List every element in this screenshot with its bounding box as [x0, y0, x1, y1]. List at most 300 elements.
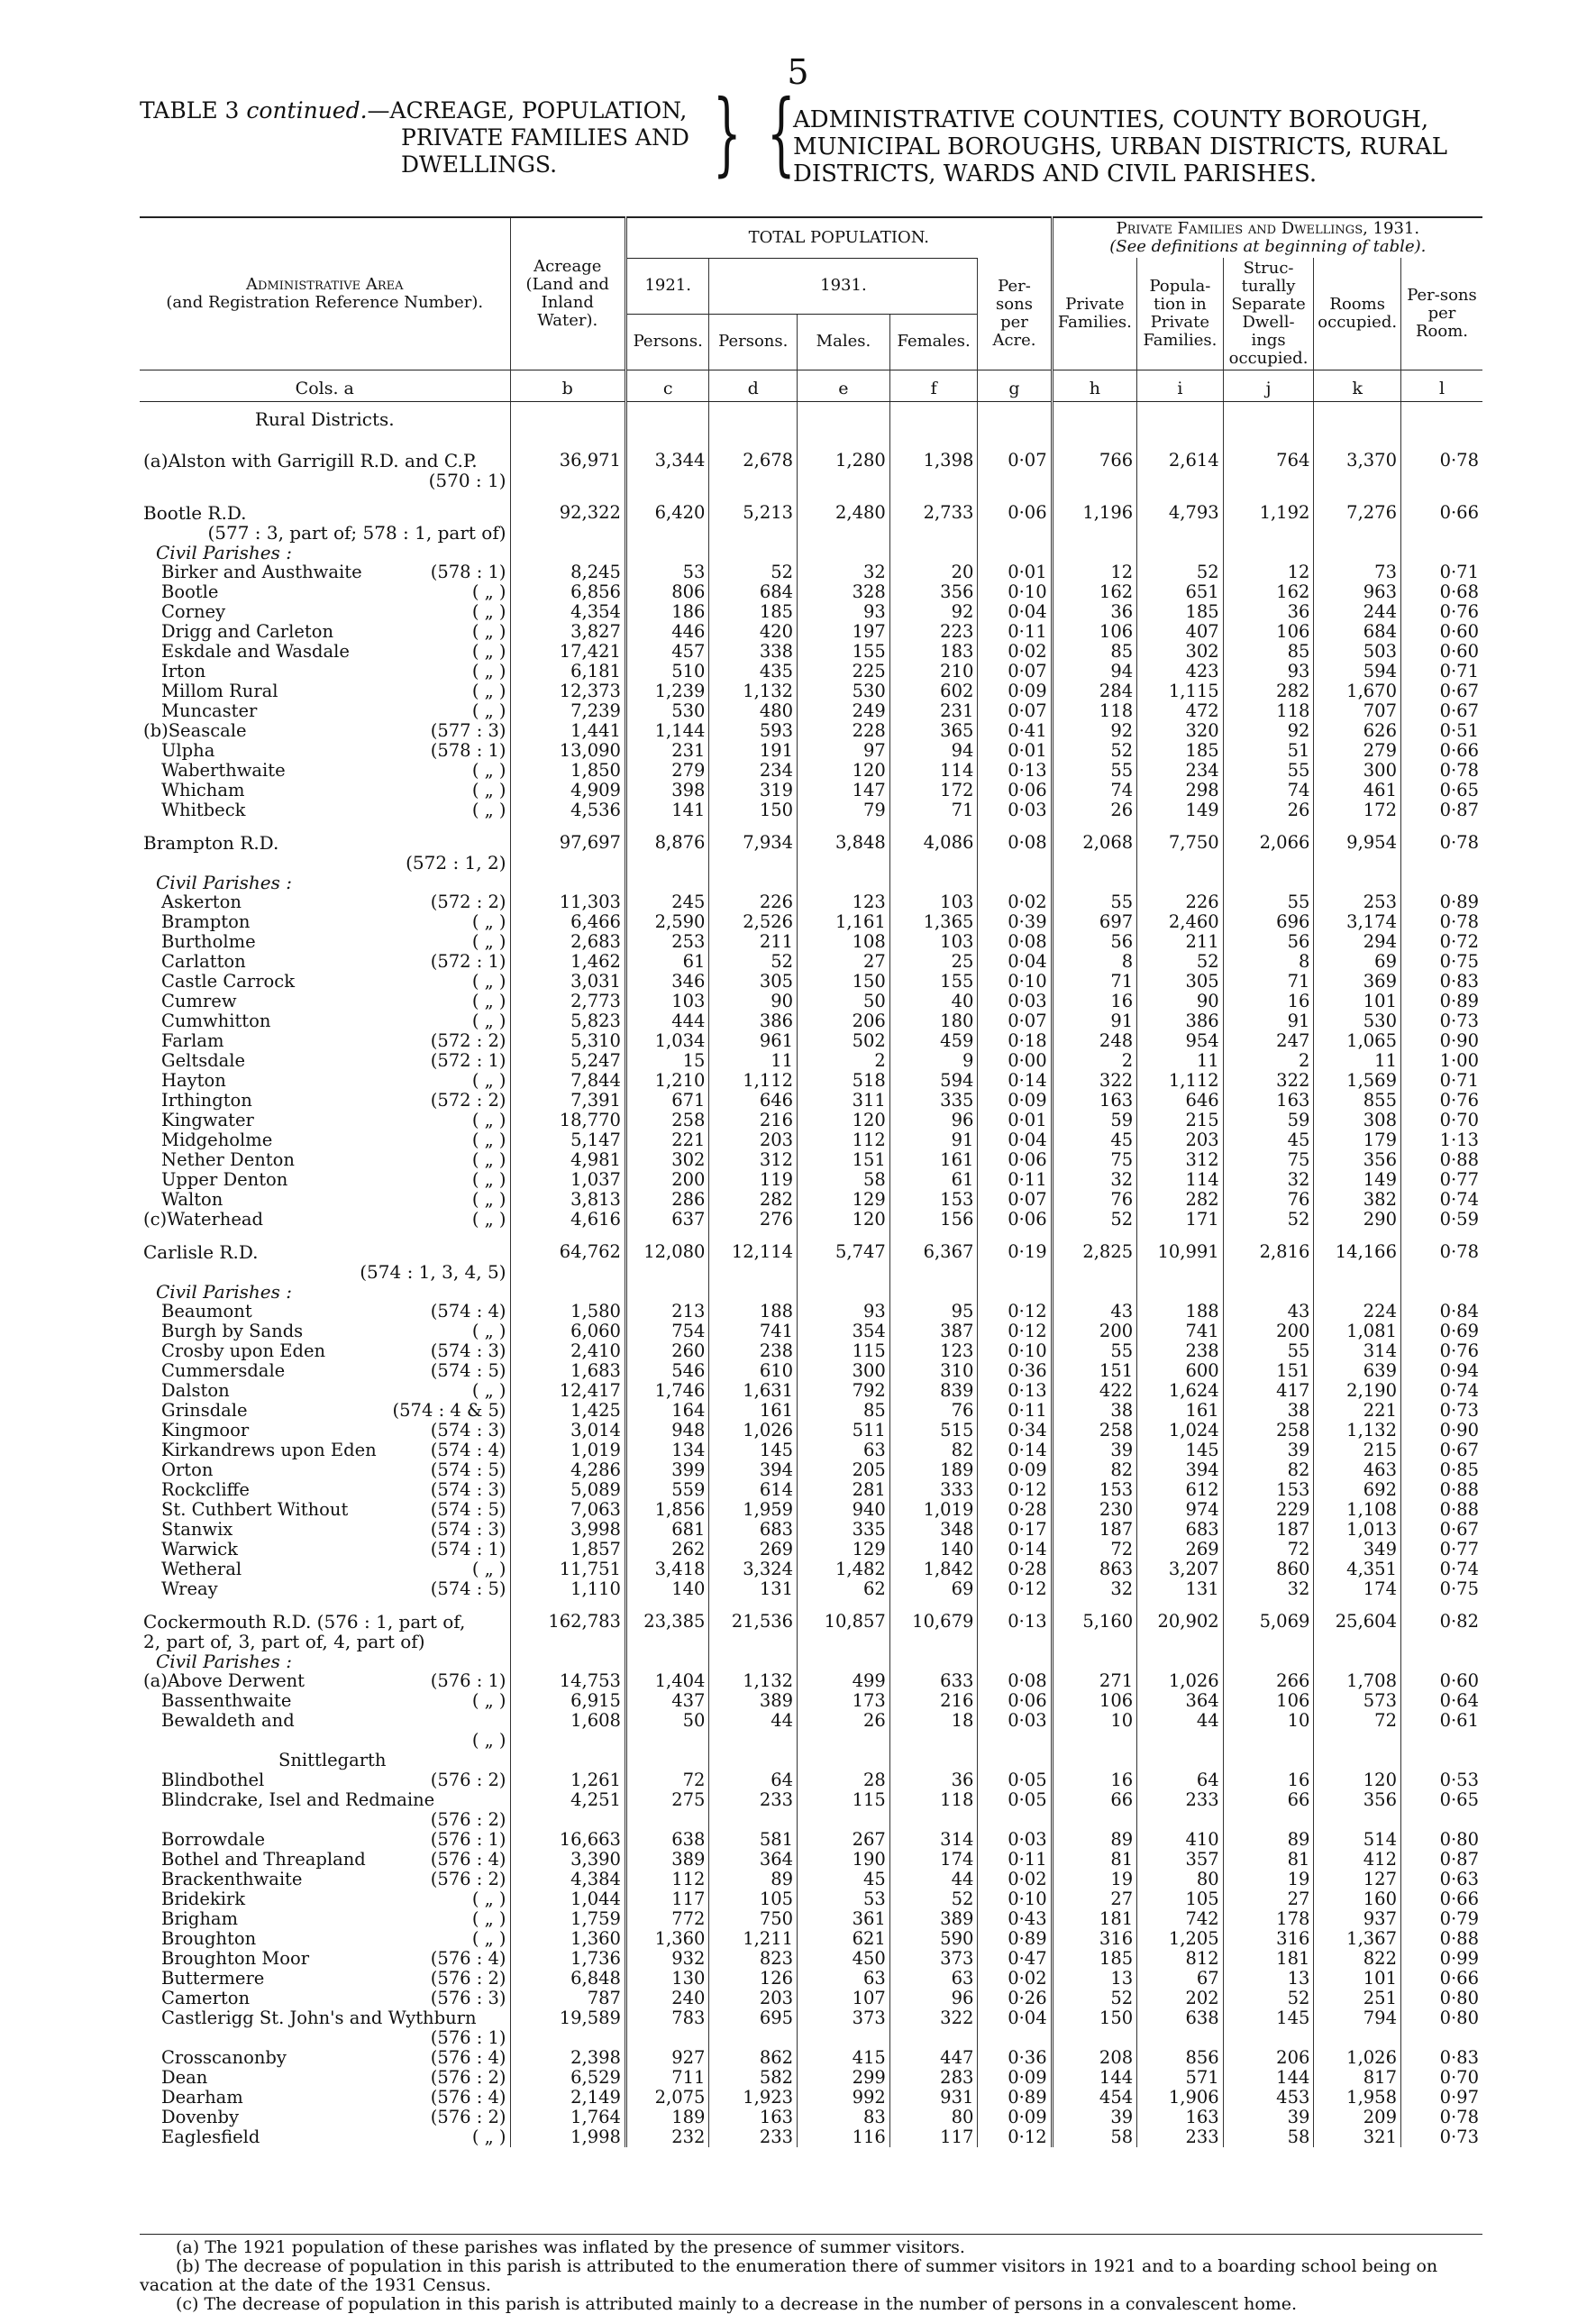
- parish-name: [140, 1441, 510, 1460]
- parish-row: [140, 1770, 1482, 1790]
- value-cell: 0·90: [1400, 1421, 1482, 1441]
- reference-number: ( „ ): [471, 760, 506, 781]
- parish-name: [140, 1322, 510, 1341]
- reference-number: (576 : 4): [430, 1948, 506, 1969]
- value-cell: 82: [1052, 1460, 1137, 1480]
- value-cell: 174: [889, 1850, 978, 1870]
- reference-number: (574 : 5): [430, 1360, 506, 1381]
- value-cell: 0·71: [1400, 562, 1482, 582]
- value-cell: 0·78: [1400, 1230, 1482, 1302]
- value-cell: 302: [625, 1150, 708, 1170]
- parish-name: [140, 2088, 510, 2108]
- value-cell: 120: [1314, 1770, 1401, 1790]
- parish-row: [140, 582, 1482, 602]
- name-line: Kirkandrews upon Eden (574 : 4): [161, 1440, 506, 1460]
- value-cell: 0·76: [1400, 1341, 1482, 1361]
- parish-row: [140, 1170, 1482, 1190]
- value-cell: 3,418: [625, 1559, 708, 1579]
- value-cell: 141: [625, 800, 708, 820]
- value-cell: 4,354: [510, 602, 625, 622]
- value-cell: 1,367: [1314, 1929, 1401, 1949]
- value-cell: 234: [709, 761, 798, 781]
- value-cell: 231: [889, 701, 978, 721]
- value-cell: 354: [798, 1322, 890, 1341]
- name-line: Rockcliffe (574 : 3): [161, 1479, 506, 1500]
- value-cell: 129: [798, 1190, 890, 1210]
- value-cell: 147: [798, 781, 890, 800]
- name-line: Bootle R.D.: [143, 502, 247, 524]
- value-cell: 0·78: [1400, 761, 1482, 781]
- value-cell: 56: [1223, 932, 1314, 952]
- value-cell: 185: [709, 602, 798, 622]
- value-cell: 230: [1052, 1500, 1137, 1520]
- value-cell: 389: [709, 1691, 798, 1711]
- value-cell: 275: [625, 1790, 708, 1830]
- value-cell: 0·02: [978, 642, 1052, 662]
- value-cell: 480: [709, 701, 798, 721]
- parish-row: [140, 721, 1482, 741]
- value-cell: 130: [625, 1969, 708, 1989]
- value-cell: 472: [1137, 701, 1224, 721]
- value-cell: 1,044: [510, 1889, 625, 1909]
- value-cell: 134: [625, 1441, 708, 1460]
- name-line: Dean (576 : 2): [161, 2067, 506, 2088]
- value-cell: 0·60: [1400, 622, 1482, 642]
- value-cell: 415: [798, 2048, 890, 2068]
- parish-row: [140, 1909, 1482, 1929]
- census-table: [140, 216, 1482, 2147]
- value-cell: 52: [709, 952, 798, 972]
- value-cell: 0·12: [978, 1579, 1052, 1599]
- reference-number: (574 : 3): [430, 1340, 506, 1361]
- value-cell: 72: [625, 1770, 708, 1790]
- value-cell: 44: [709, 1711, 798, 1770]
- value-cell: 44: [889, 1870, 978, 1889]
- value-cell: 52: [1052, 741, 1137, 761]
- value-cell: 510: [625, 662, 708, 681]
- value-cell: 0·89: [1400, 992, 1482, 1011]
- value-cell: 499: [798, 1671, 890, 1691]
- parish-row: [140, 761, 1482, 781]
- value-cell: 1,211: [709, 1929, 798, 1949]
- parish-name: [140, 800, 510, 820]
- value-cell: 0·07: [978, 662, 1052, 681]
- brace-right-icon: }: [712, 80, 742, 186]
- title-right-line3: DISTRICTS, WARDS AND CIVIL PARISHES.: [793, 160, 1318, 187]
- value-cell: 0·12: [978, 1480, 1052, 1500]
- value-cell: 74: [1052, 781, 1137, 800]
- value-cell: 294: [1314, 932, 1401, 952]
- value-cell: 0·88: [1400, 1500, 1482, 1520]
- value-cell: 4,616: [510, 1210, 625, 1230]
- value-cell: 0·89: [978, 2088, 1052, 2108]
- name-line: Upper Denton ( „ ): [161, 1169, 506, 1190]
- district-name: [140, 820, 510, 892]
- value-cell: 0·90: [1400, 1031, 1482, 1051]
- value-cell: 90: [709, 992, 798, 1011]
- value-cell: 2,526: [709, 912, 798, 932]
- value-cell: 253: [1314, 892, 1401, 912]
- value-cell: 0·28: [978, 1559, 1052, 1579]
- name-line: Borrowdale (576 : 1): [161, 1829, 506, 1850]
- footnote-c: (c) The decrease of population in this parish is attributed mainly to a decrease in the number of persons in a convalescent home.: [176, 2294, 1298, 2314]
- reference-number: (577 : 3): [430, 720, 506, 741]
- value-cell: 63: [889, 1969, 978, 1989]
- value-cell: 948: [625, 1421, 708, 1441]
- value-cell: 0·26: [978, 1989, 1052, 2008]
- value-cell: 711: [625, 2068, 708, 2088]
- name-line: Orton (574 : 5): [161, 1459, 506, 1480]
- value-cell: 69: [889, 1579, 978, 1599]
- value-cell: 85: [1052, 642, 1137, 662]
- parish-row: [140, 1441, 1482, 1460]
- value-cell: 92: [889, 602, 978, 622]
- value-cell: 3,813: [510, 1190, 625, 1210]
- name-line: Cummersdale (574 : 5): [161, 1360, 506, 1381]
- value-cell: 55: [1052, 892, 1137, 912]
- page-number: 5: [787, 52, 809, 92]
- value-cell: 92: [1052, 721, 1137, 741]
- value-cell: 129: [798, 1540, 890, 1559]
- name-line: Castle Carrock ( „ ): [161, 971, 506, 992]
- value-cell: 697: [1052, 912, 1137, 932]
- value-cell: 1,850: [510, 761, 625, 781]
- value-cell: 226: [709, 892, 798, 912]
- reference-number: (576 : 2): [430, 1869, 506, 1889]
- name-line: Whitbeck ( „ ): [161, 800, 506, 820]
- value-cell: 5,310: [510, 1031, 625, 1051]
- value-cell: 298: [1137, 781, 1224, 800]
- value-cell: 754: [625, 1322, 708, 1341]
- value-cell: 14,166: [1314, 1230, 1401, 1302]
- value-cell: 0·63: [1400, 1870, 1482, 1889]
- parish-name: [140, 2068, 510, 2088]
- value-cell: 120: [798, 761, 890, 781]
- parish-name: [140, 1691, 510, 1711]
- parish-row: [140, 642, 1482, 662]
- parish-row: [140, 912, 1482, 932]
- table-label: TABLE 3: [140, 97, 240, 123]
- value-cell: 103: [625, 992, 708, 1011]
- value-cell: 707: [1314, 701, 1401, 721]
- parish-row: [140, 1322, 1482, 1341]
- value-cell: 0·69: [1400, 1322, 1482, 1341]
- value-cell: 45: [1223, 1130, 1314, 1150]
- reference-number: (577 : 3, part of; 578 : 1, part of): [207, 522, 506, 544]
- value-cell: 52: [1137, 562, 1224, 582]
- value-cell: 1,065: [1314, 1031, 1401, 1051]
- value-cell: 13: [1052, 1969, 1137, 1989]
- value-cell: 602: [889, 681, 978, 701]
- value-cell: 185: [1137, 602, 1224, 622]
- name-line: Ulpha (578 : 1): [161, 740, 506, 761]
- title-right-line2: MUNICIPAL BOROUGHS, URBAN DISTRICTS, RURAL: [793, 133, 1447, 160]
- name-line: Blindcrake, Isel and Redmaine (576 : 2): [161, 1789, 506, 1830]
- value-cell: 310: [889, 1361, 978, 1381]
- value-cell: 156: [889, 1210, 978, 1230]
- reference-number: ( „ ): [471, 1130, 506, 1150]
- parish-row: [140, 1401, 1482, 1421]
- name-line: Buttermere (576 : 2): [161, 1968, 506, 1989]
- value-cell: 0·74: [1400, 1559, 1482, 1579]
- reference-number: ( „ ): [471, 1321, 506, 1341]
- value-cell: 282: [1223, 681, 1314, 701]
- value-cell: 1,842: [889, 1559, 978, 1579]
- value-cell: 6,181: [510, 662, 625, 681]
- parish-row: [140, 2048, 1482, 2068]
- parish-row: [140, 781, 1482, 800]
- value-cell: 153: [1052, 1480, 1137, 1500]
- value-cell: 1,360: [625, 1929, 708, 1949]
- value-cell: 279: [625, 761, 708, 781]
- value-cell: 127: [1314, 1870, 1401, 1889]
- value-cell: 12,373: [510, 681, 625, 701]
- value-cell: 1,196: [1052, 490, 1137, 562]
- value-cell: 189: [625, 2108, 708, 2127]
- value-cell: 0·43: [978, 1909, 1052, 1929]
- value-cell: 92,322: [510, 490, 625, 562]
- column-letter: j: [1223, 370, 1314, 402]
- parish-row: [140, 1520, 1482, 1540]
- value-cell: 0·14: [978, 1441, 1052, 1460]
- name-line: Cumwhitton ( „ ): [161, 1011, 506, 1031]
- value-cell: 55: [1052, 761, 1137, 781]
- reference-number: (572 : 1): [430, 1050, 506, 1071]
- value-cell: 0·39: [978, 912, 1052, 932]
- name-line: Walton ( „ ): [161, 1189, 506, 1210]
- value-cell: 200: [625, 1170, 708, 1190]
- value-cell: 0·07: [978, 701, 1052, 721]
- value-cell: 1,161: [798, 912, 890, 932]
- value-cell: 681: [625, 1520, 708, 1540]
- header-population-in-pf: Popula-tion in Private Families.: [1137, 258, 1224, 370]
- value-cell: 365: [889, 721, 978, 741]
- parish-row: [140, 741, 1482, 761]
- value-cell: 10,679: [889, 1599, 978, 1671]
- value-cell: 932: [625, 1949, 708, 1969]
- district-row: [140, 820, 1482, 892]
- value-cell: 161: [1137, 1401, 1224, 1421]
- value-cell: 447: [889, 2048, 978, 2068]
- value-cell: 75: [1052, 1150, 1137, 1170]
- parish-row: [140, 972, 1482, 992]
- value-cell: 150: [1052, 2008, 1137, 2048]
- name-line: Civil Parishes :: [156, 1651, 292, 1672]
- parish-name: [140, 1989, 510, 2008]
- value-cell: 216: [889, 1691, 978, 1711]
- value-cell: 581: [709, 1830, 798, 1850]
- header-males: Males.: [798, 314, 890, 370]
- value-cell: 446: [625, 622, 708, 642]
- value-cell: 72: [1052, 1540, 1137, 1559]
- value-cell: 0·88: [1400, 1480, 1482, 1500]
- name-line: Bootle ( „ ): [161, 581, 506, 602]
- reference-number: ( „ ): [471, 1169, 506, 1190]
- name-line: Drigg and Carleton ( „ ): [161, 621, 506, 642]
- value-cell: 0·87: [1400, 1850, 1482, 1870]
- value-cell: 186: [625, 602, 708, 622]
- name-line: Muncaster ( „ ): [161, 700, 506, 721]
- value-cell: 1,764: [510, 2108, 625, 2127]
- value-cell: 0·17: [978, 1520, 1052, 1540]
- parish-row: [140, 1691, 1482, 1711]
- reference-number: ( „ ): [471, 1690, 506, 1711]
- value-cell: 21,536: [709, 1599, 798, 1671]
- name-line: Burgh by Sands ( „ ): [161, 1321, 506, 1341]
- name-line: Irthington (572 : 2): [161, 1090, 506, 1111]
- table-body: [140, 402, 1482, 2148]
- value-cell: 23,385: [625, 1599, 708, 1671]
- value-cell: 15: [625, 1051, 708, 1071]
- value-cell: 20,902: [1137, 1599, 1224, 1671]
- value-cell: 17,421: [510, 642, 625, 662]
- title-right-line1: ADMINISTRATIVE COUNTIES, COUNTY BOROUGH,: [793, 106, 1429, 133]
- value-cell: 1,026: [1137, 1671, 1224, 1691]
- brace-left-icon: {: [766, 80, 796, 186]
- table-title-left: [140, 97, 689, 178]
- value-cell: 1,425: [510, 1401, 625, 1421]
- reference-number: ( „ ): [471, 2127, 506, 2147]
- reference-number: ( „ ): [471, 1380, 506, 1401]
- value-cell: 518: [798, 1071, 890, 1091]
- reference-number: ( „ ): [471, 1110, 506, 1130]
- value-cell: 1,024: [1137, 1421, 1224, 1441]
- value-cell: 269: [709, 1540, 798, 1559]
- value-cell: 260: [625, 1341, 708, 1361]
- value-cell: 0·02: [978, 1969, 1052, 1989]
- empty-cell: [889, 402, 978, 439]
- parish-name: [140, 741, 510, 761]
- reference-number: (576 : 2): [430, 1968, 506, 1989]
- value-cell: 0·10: [978, 1889, 1052, 1909]
- reference-number: (574 : 5): [430, 1499, 506, 1520]
- value-cell: 2,149: [510, 2088, 625, 2108]
- value-cell: 389: [889, 1909, 978, 1929]
- value-cell: 11,751: [510, 1559, 625, 1579]
- parish-row: [140, 1559, 1482, 1579]
- value-cell: 282: [709, 1190, 798, 1210]
- value-cell: 0·09: [978, 681, 1052, 701]
- value-cell: 0·53: [1400, 1770, 1482, 1790]
- value-cell: 50: [625, 1711, 708, 1770]
- value-cell: 103: [889, 932, 978, 952]
- reference-number: (574 : 3): [430, 1420, 506, 1441]
- value-cell: 210: [889, 662, 978, 681]
- name-line: Hayton ( „ ): [161, 1070, 506, 1091]
- name-line: Nether Denton ( „ ): [161, 1149, 506, 1170]
- reference-number: (574 : 4): [430, 1301, 506, 1322]
- value-cell: 67: [1137, 1969, 1224, 1989]
- value-cell: 0·73: [1400, 1011, 1482, 1031]
- value-cell: 5,247: [510, 1051, 625, 1071]
- value-cell: 181: [1223, 1949, 1314, 1969]
- value-cell: 0·03: [978, 800, 1052, 820]
- parish-row: [140, 1480, 1482, 1500]
- reference-number: (578 : 1): [430, 562, 506, 582]
- value-cell: 117: [625, 1889, 708, 1909]
- value-cell: 856: [1137, 2048, 1224, 2068]
- name-line: (a)Alston with Garrigill R.D. and C.P. (570 : 1): [143, 450, 506, 491]
- parish-row: [140, 1969, 1482, 1989]
- column-letter: h: [1052, 370, 1137, 402]
- value-cell: 0·08: [978, 932, 1052, 952]
- value-cell: 2,590: [625, 912, 708, 932]
- value-cell: 45: [798, 1870, 890, 1889]
- value-cell: 0·83: [1400, 972, 1482, 992]
- parish-row: [140, 1850, 1482, 1870]
- reference-number: ( „ ): [471, 1189, 506, 1210]
- value-cell: 140: [889, 1540, 978, 1559]
- parish-row: [140, 1190, 1482, 1210]
- value-cell: 6,848: [510, 1969, 625, 1989]
- value-cell: 2,683: [510, 932, 625, 952]
- value-cell: 10,857: [798, 1599, 890, 1671]
- value-cell: 191: [709, 741, 798, 761]
- value-cell: 64: [709, 1770, 798, 1790]
- value-cell: 621: [798, 1929, 890, 1949]
- value-cell: 0·02: [978, 1870, 1052, 1889]
- value-cell: 1,631: [709, 1381, 798, 1401]
- value-cell: 55: [1223, 761, 1314, 781]
- value-cell: 839: [889, 1381, 978, 1401]
- parish-name: [140, 781, 510, 800]
- value-cell: 97: [798, 741, 890, 761]
- value-cell: 637: [625, 1210, 708, 1230]
- value-cell: 459: [889, 1031, 978, 1051]
- value-cell: 0·05: [978, 1790, 1052, 1830]
- value-cell: 271: [1052, 1671, 1137, 1691]
- reference-number: ( „ ): [471, 800, 506, 820]
- value-cell: 0·78: [1400, 820, 1482, 892]
- value-cell: 20: [889, 562, 978, 582]
- name-line: Millom Rural ( „ ): [161, 681, 506, 701]
- value-cell: 4,086: [889, 820, 978, 892]
- title-left-line3: DWELLINGS.: [401, 151, 558, 178]
- parish-name: [140, 642, 510, 662]
- value-cell: 511: [798, 1421, 890, 1441]
- parish-name: [140, 1559, 510, 1579]
- reference-number: ( „ ): [471, 911, 506, 932]
- value-cell: 32: [1052, 1170, 1137, 1190]
- value-cell: 150: [709, 800, 798, 820]
- value-cell: 6,367: [889, 1230, 978, 1302]
- value-cell: 0·84: [1400, 1302, 1482, 1322]
- parish-name: [140, 1460, 510, 1480]
- value-cell: 58: [1223, 2127, 1314, 2147]
- value-cell: 151: [798, 1150, 890, 1170]
- value-cell: 3,998: [510, 1520, 625, 1540]
- value-cell: 206: [798, 1011, 890, 1031]
- value-cell: 0·13: [978, 1381, 1052, 1401]
- parish-name: [140, 992, 510, 1011]
- header-year-1931: 1931.: [709, 258, 978, 314]
- value-cell: 16: [1052, 992, 1137, 1011]
- value-cell: 316: [1223, 1929, 1314, 1949]
- value-cell: 39: [1052, 2108, 1137, 2127]
- value-cell: 76: [1052, 1190, 1137, 1210]
- district-row: [140, 1599, 1482, 1671]
- value-cell: 118: [1223, 701, 1314, 721]
- value-cell: 58: [798, 1170, 890, 1190]
- value-cell: 284: [1052, 681, 1137, 701]
- value-cell: 92: [1223, 721, 1314, 741]
- name-line: Camerton (576 : 3): [161, 1988, 506, 2008]
- value-cell: 229: [1223, 1500, 1314, 1520]
- value-cell: 1,569: [1314, 1071, 1401, 1091]
- value-cell: 0·72: [1400, 932, 1482, 952]
- value-cell: 348: [889, 1520, 978, 1540]
- value-cell: 394: [1137, 1460, 1224, 1480]
